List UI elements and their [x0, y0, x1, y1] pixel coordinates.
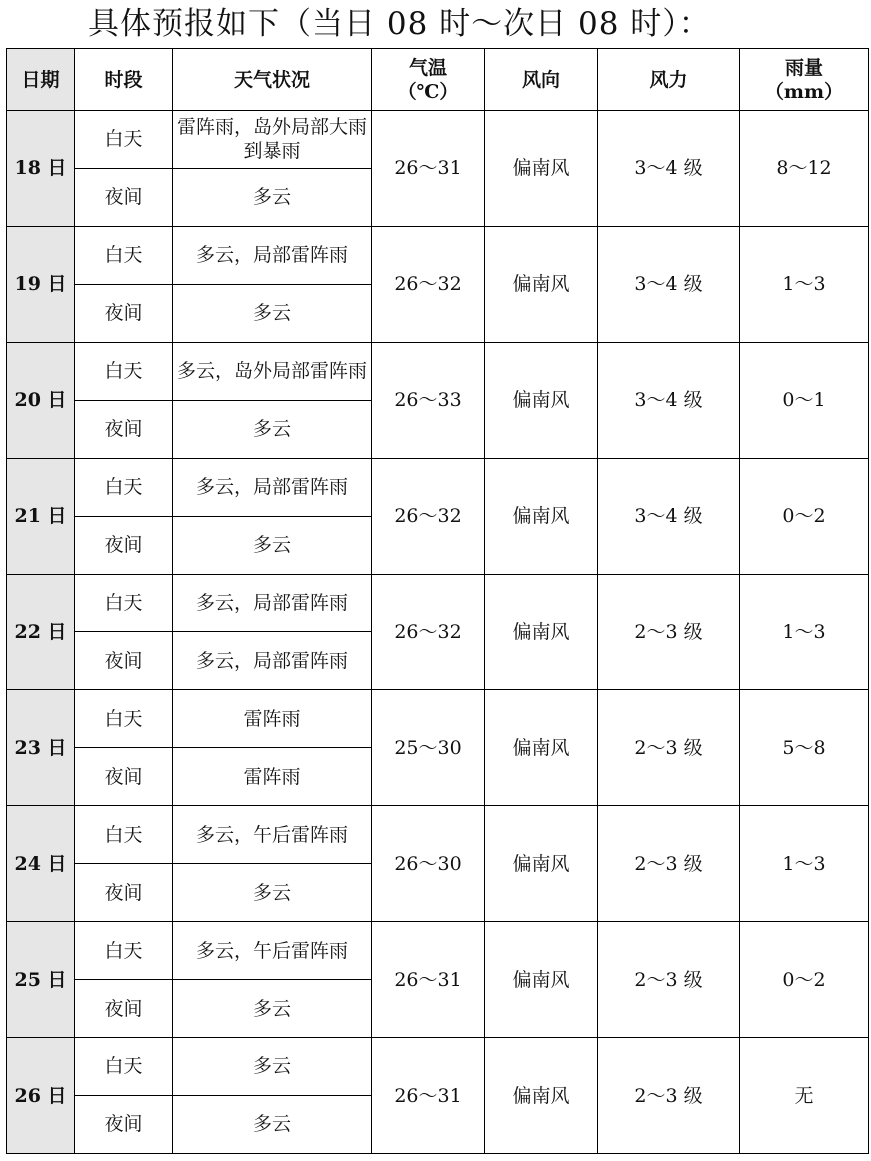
wind-force-cell: 2～3 级 — [598, 574, 740, 690]
table-row-day — [7, 574, 869, 632]
temperature-cell: 26～31 — [372, 1038, 485, 1154]
period-day-cell: 白天 — [75, 1038, 173, 1096]
weather-day-cell: 多云，局部雷阵雨 — [173, 574, 372, 632]
period-night-cell: 夜间 — [75, 748, 173, 806]
weather-night-cell: 多云 — [173, 284, 372, 342]
period-night-cell: 夜间 — [75, 284, 173, 342]
period-night-cell: 夜间 — [75, 400, 173, 458]
period-day-cell: 白天 — [75, 111, 173, 169]
wind-direction-cell: 偏南风 — [485, 690, 598, 806]
forecast-table — [6, 48, 869, 1154]
wind-direction-cell: 偏南风 — [485, 574, 598, 690]
period-day-cell: 白天 — [75, 458, 173, 516]
temperature-cell: 26～30 — [372, 806, 485, 922]
wind-force-cell: 2～3 级 — [598, 1038, 740, 1154]
temperature-cell: 26～32 — [372, 458, 485, 574]
period-day-cell: 白天 — [75, 806, 173, 864]
header-wind-force: 风力 — [598, 49, 740, 111]
header-period: 时段 — [75, 49, 173, 111]
date-cell: 22 日 — [7, 574, 75, 690]
weather-day-cell: 雷阵雨，岛外局部大雨到暴雨 — [173, 111, 372, 169]
weather-day-cell: 多云，岛外局部雷阵雨 — [173, 342, 372, 400]
date-cell: 23 日 — [7, 690, 75, 806]
wind-force-cell: 3～4 级 — [598, 226, 740, 342]
wind-direction-cell: 偏南风 — [485, 111, 598, 227]
date-cell: 26 日 — [7, 1038, 75, 1154]
table-row-day — [7, 922, 869, 980]
wind-direction-cell: 偏南风 — [485, 226, 598, 342]
table-row-day — [7, 1038, 869, 1096]
period-day-cell: 白天 — [75, 922, 173, 980]
period-night-cell: 夜间 — [75, 1095, 173, 1153]
rainfall-cell: 1～3 — [740, 806, 869, 922]
wind-force-cell: 2～3 级 — [598, 690, 740, 806]
period-day-cell: 白天 — [75, 226, 173, 284]
rainfall-cell: 0～2 — [740, 458, 869, 574]
weather-day-cell: 多云，午后雷阵雨 — [173, 922, 372, 980]
wind-direction-cell: 偏南风 — [485, 806, 598, 922]
wind-direction-cell: 偏南风 — [485, 1038, 598, 1154]
period-night-cell: 夜间 — [75, 516, 173, 574]
wind-force-cell: 2～3 级 — [598, 922, 740, 1038]
date-cell: 18 日 — [7, 111, 75, 227]
weather-day-cell: 雷阵雨 — [173, 690, 372, 748]
rainfall-cell: 1～3 — [740, 574, 869, 690]
weather-night-cell: 多云 — [173, 168, 372, 226]
header-temperature-line2: （℃） — [397, 80, 459, 103]
page-title: 具体预报如下（当日 08 时～次日 08 时）： — [88, 6, 711, 42]
header-wind-direction: 风向 — [485, 49, 598, 111]
date-cell: 20 日 — [7, 342, 75, 458]
weather-night-cell: 多云 — [173, 864, 372, 922]
temperature-cell: 26～33 — [372, 342, 485, 458]
header-rainfall-line2: （mm） — [764, 80, 844, 103]
temperature-cell: 26～31 — [372, 111, 485, 227]
wind-force-cell: 2～3 级 — [598, 806, 740, 922]
rainfall-cell: 8～12 — [740, 111, 869, 227]
rainfall-cell: 1～3 — [740, 226, 869, 342]
rainfall-cell: 无 — [740, 1038, 869, 1154]
period-day-cell: 白天 — [75, 574, 173, 632]
rainfall-cell: 5～8 — [740, 690, 869, 806]
date-cell: 25 日 — [7, 922, 75, 1038]
wind-direction-cell: 偏南风 — [485, 458, 598, 574]
header-weather: 天气状况 — [173, 49, 372, 111]
weather-night-cell: 多云 — [173, 516, 372, 574]
wind-direction-cell: 偏南风 — [485, 342, 598, 458]
weather-day-cell: 多云，局部雷阵雨 — [173, 458, 372, 516]
date-cell: 19 日 — [7, 226, 75, 342]
header-rainfall — [740, 49, 869, 111]
rainfall-cell: 0～1 — [740, 342, 869, 458]
weather-day-cell: 多云 — [173, 1038, 372, 1096]
wind-force-cell: 3～4 级 — [598, 342, 740, 458]
period-day-cell: 白天 — [75, 690, 173, 748]
temperature-cell: 26～32 — [372, 574, 485, 690]
temperature-cell: 26～32 — [372, 226, 485, 342]
table-row-day — [7, 806, 869, 864]
header-temperature — [372, 49, 485, 111]
table-row-day — [7, 226, 869, 284]
header-rainfall-line1: 雨量 — [784, 56, 823, 79]
weather-day-cell: 多云，局部雷阵雨 — [173, 226, 372, 284]
table-row-day — [7, 111, 869, 169]
period-night-cell: 夜间 — [75, 980, 173, 1038]
table-body — [7, 111, 869, 1154]
weather-night-cell: 多云，局部雷阵雨 — [173, 632, 372, 690]
weather-night-cell: 多云 — [173, 400, 372, 458]
table-row-day — [7, 342, 869, 400]
table-header-row — [7, 49, 869, 111]
wind-force-cell: 3～4 级 — [598, 111, 740, 227]
temperature-cell: 26～31 — [372, 922, 485, 1038]
date-cell: 21 日 — [7, 458, 75, 574]
wind-force-cell: 3～4 级 — [598, 458, 740, 574]
weather-night-cell: 多云 — [173, 980, 372, 1038]
rainfall-cell: 0～2 — [740, 922, 869, 1038]
header-temperature-line1: 气温 — [408, 56, 447, 79]
period-night-cell: 夜间 — [75, 632, 173, 690]
date-cell: 24 日 — [7, 806, 75, 922]
table-row-day — [7, 690, 869, 748]
weather-night-cell: 雷阵雨 — [173, 748, 372, 806]
weather-day-cell: 多云，午后雷阵雨 — [173, 806, 372, 864]
period-night-cell: 夜间 — [75, 168, 173, 226]
temperature-cell: 25～30 — [372, 690, 485, 806]
wind-direction-cell: 偏南风 — [485, 922, 598, 1038]
period-night-cell: 夜间 — [75, 864, 173, 922]
header-date: 日期 — [7, 49, 75, 111]
weather-night-cell: 多云 — [173, 1095, 372, 1153]
table-row-day — [7, 458, 869, 516]
period-day-cell: 白天 — [75, 342, 173, 400]
